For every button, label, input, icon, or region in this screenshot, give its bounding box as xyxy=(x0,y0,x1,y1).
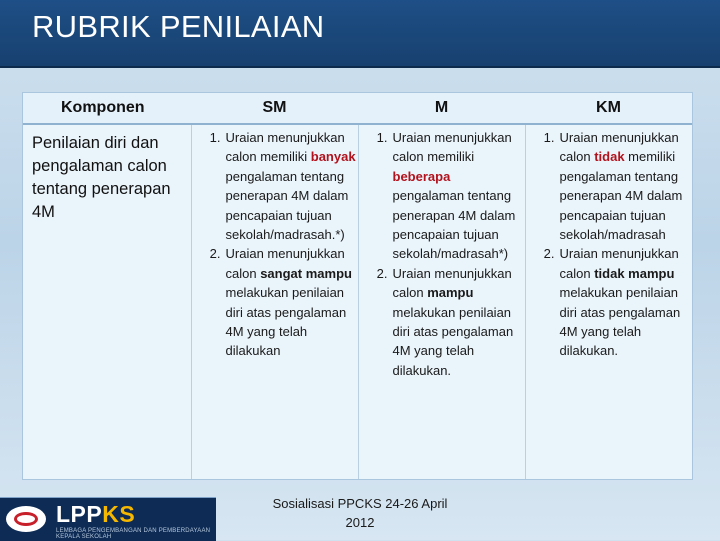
text-part: Uraian menunjukkan calon memiliki xyxy=(392,130,512,165)
header-komponen: Komponen xyxy=(23,93,191,124)
header-m: M xyxy=(358,93,525,124)
km-list xyxy=(526,125,693,361)
item-number: 2. xyxy=(209,246,221,262)
keyword: mampu xyxy=(427,285,474,301)
text-part: melakukan penilaian diri atas pengalaman 4M yang telah dilakukan xyxy=(225,285,347,359)
list-item xyxy=(359,128,525,264)
text-part: melakukan penilaian diri atas pengalaman 4M yang telah dilakukan. xyxy=(392,304,514,378)
text-part: melakukan penilaian diri atas pengalaman 4M yang telah dilakukan. xyxy=(559,285,681,359)
komponen-text: Penilaian diri dan pengalaman calon tentang penerapan 4M xyxy=(32,134,171,221)
text-part: pengalaman tentang penerapan 4M dalam pencapaian tujuan sekolah/madrasah.*) xyxy=(225,168,349,243)
item-number: 1. xyxy=(543,130,555,145)
list-item xyxy=(192,244,358,360)
list-item xyxy=(192,128,358,244)
text-part: pengalaman tentang penerapan 4M dalam pencapaian tujuan sekolah/madrasah*) xyxy=(392,188,516,262)
header-sm: SM xyxy=(191,93,358,124)
item-text xyxy=(393,264,525,380)
rubric-table xyxy=(22,92,693,480)
keyword: banyak xyxy=(310,149,356,165)
cell-km xyxy=(525,124,692,479)
text-part: Uraian menunjukkan calon memiliki xyxy=(225,130,345,165)
header-km: KM xyxy=(525,93,692,124)
keyword: tidak xyxy=(594,149,625,165)
logo-text-ks: KS xyxy=(102,501,136,527)
keyword: sangat mampu xyxy=(260,265,352,281)
slide-title: RUBRIK PENILAIAN xyxy=(32,9,325,44)
item-number: 2. xyxy=(376,265,388,281)
list-item xyxy=(526,244,693,360)
text-part: Uraian menunjukkan calon xyxy=(392,265,512,301)
table-row xyxy=(23,124,692,479)
cell-sm xyxy=(191,124,358,479)
list-item xyxy=(359,264,525,380)
m-list xyxy=(359,125,525,380)
footer-line-1: Sosialisasi PPCKS 24-26 April xyxy=(272,496,448,511)
title-bar xyxy=(0,0,720,68)
cell-m xyxy=(358,124,525,479)
emblem-icon xyxy=(6,506,46,532)
item-text xyxy=(226,128,358,244)
item-number: 2. xyxy=(543,246,555,262)
sm-list xyxy=(192,125,358,361)
text-part: Uraian menunjukkan calon xyxy=(559,130,679,165)
item-text xyxy=(560,128,693,244)
logo-wordmark xyxy=(56,501,135,528)
item-number: 1. xyxy=(376,130,388,145)
footer-text xyxy=(250,494,470,532)
footer-line-2: 2012 xyxy=(345,515,375,530)
table-header-row xyxy=(23,93,692,124)
item-text xyxy=(560,244,693,360)
item-number: 1. xyxy=(209,130,221,145)
cell-komponen xyxy=(23,124,191,479)
list-item xyxy=(526,128,693,244)
lppks-logo xyxy=(0,497,216,541)
text-part: Uraian menunjukkan calon xyxy=(225,246,345,281)
text-part: Uraian menunjukkan calon xyxy=(559,246,679,281)
keyword: tidak mampu xyxy=(594,265,675,281)
logo-text-lp: LPP xyxy=(56,501,103,527)
item-text xyxy=(226,244,358,360)
text-part: memiliki pengalaman tentang penerapan 4M dalam pencapaian tujuan sekolah/madrasah xyxy=(559,149,683,243)
keyword: beberapa xyxy=(392,168,451,184)
logo-subtext: LEMBAGA PENGEMBANGAN DAN PEMBERDAYAAN KEPALA SEKOLAH xyxy=(56,528,211,540)
item-text xyxy=(393,128,525,264)
